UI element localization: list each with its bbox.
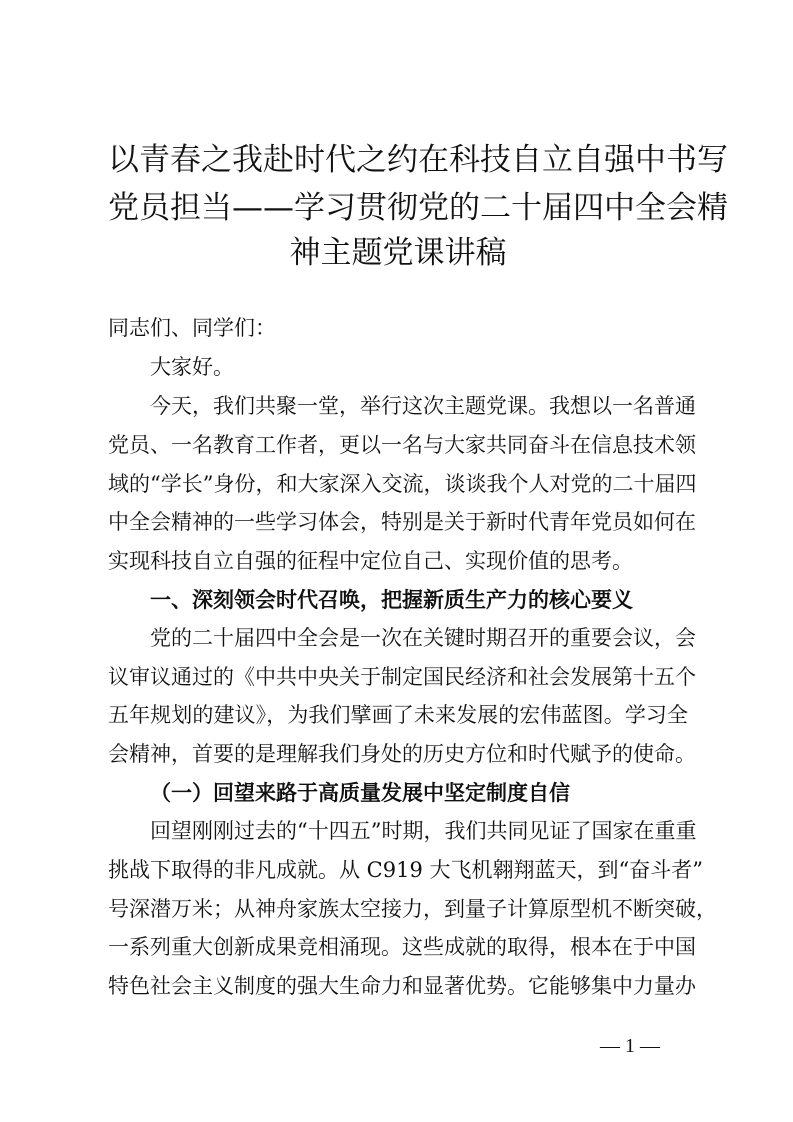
paragraph-line: 党员、一名教育工作者，更以一名与大家共同奋斗在信息技术领 bbox=[108, 433, 696, 457]
subsection-heading: （一）回望来路于高质量发展中坚定制度自信 bbox=[150, 780, 570, 805]
salutation: 同志们、同学们： bbox=[108, 316, 276, 340]
paragraph-line: 会精神，首要的是理解我们身处的历史方位和时代赋予的使命。 bbox=[108, 742, 696, 766]
paragraph-line: 议审议通过的《中共中央关于制定国民经济和社会发展第十五个 bbox=[108, 665, 696, 689]
paragraph-line: 中全会精神的一些学习体会，特别是关于新时代青年党员如何在 bbox=[108, 510, 696, 534]
paragraph-line: 实现科技自立自强的征程中定位自己、实现价值的思考。 bbox=[108, 549, 633, 573]
paragraph-line: 党的二十届四中全会是一次在关键时期召开的重要会议，会 bbox=[150, 626, 696, 650]
paragraph-line: 今天，我们共聚一堂，举行这次主题党课。我想以一名普通 bbox=[150, 394, 696, 418]
paragraph-line: 五年规划的建议》，为我们擘画了未来发展的宏伟蓝图。学习全 bbox=[108, 703, 688, 727]
section-heading: 一、深刻领会时代召唤，把握新质生产力的核心要义 bbox=[150, 588, 633, 612]
document-title-line-2: 党员担当——学习贯彻党的二十届四中全会精 bbox=[108, 190, 728, 226]
page-number: — 1 — bbox=[600, 1035, 660, 1057]
document-title-line-3: 神主题党课讲稿 bbox=[289, 235, 507, 271]
paragraph-line: 一系列重大创新成果竞相涌现。这些成就的取得，根本在于中国 bbox=[108, 935, 696, 959]
document-title-line-1: 以青春之我赴时代之约在科技自立自强中书写 bbox=[108, 142, 728, 178]
paragraph-line: 号深潜万米；从神舟家族太空接力，到量子计算原型机不断突破， bbox=[108, 897, 717, 921]
paragraph-line: 域的“学长”身份，和大家深入交流，谈谈我个人对党的二十届四 bbox=[108, 472, 697, 496]
greeting: 大家好。 bbox=[150, 355, 234, 379]
paragraph-line: 挑战下取得的非凡成就。从 C919 大飞机翱翔蓝天，到“奋斗者” bbox=[108, 858, 703, 882]
paragraph-line: 回望刚刚过去的“十四五”时期，我们共同见证了国家在重重 bbox=[150, 819, 697, 843]
paragraph-line: 特色社会主义制度的强大生命力和显著优势。它能够集中力量办 bbox=[108, 974, 696, 998]
